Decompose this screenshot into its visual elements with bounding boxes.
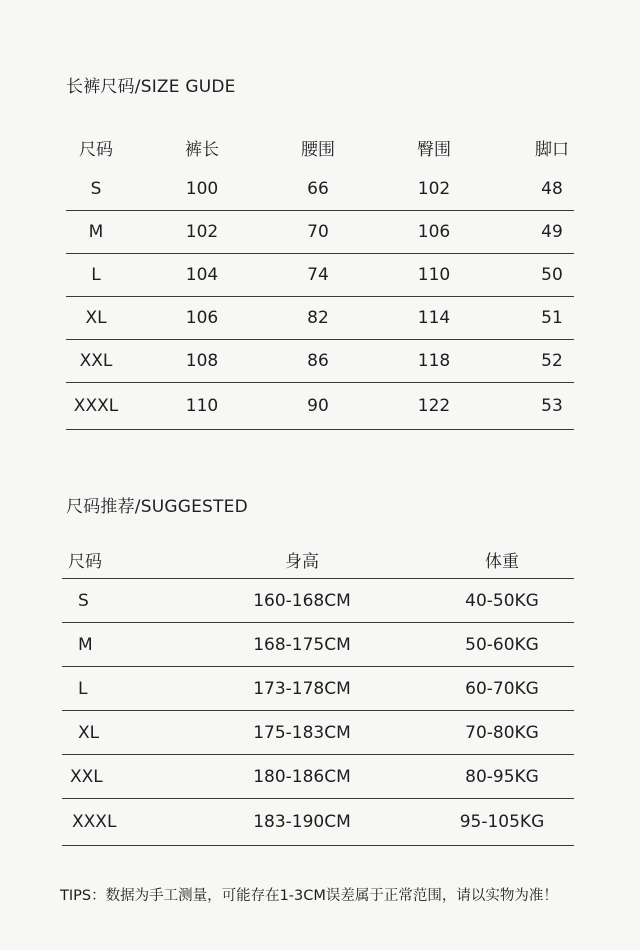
table-cell: S	[90, 179, 102, 199]
suggested-header-size: 尺码	[68, 551, 102, 572]
table-cell: 175-183CM	[253, 722, 351, 743]
table-cell: XL	[85, 308, 107, 328]
table-cell: 51	[541, 308, 563, 328]
table-row	[62, 755, 574, 799]
size-guide-header-hip: 臀围	[417, 139, 451, 160]
table-cell: 104	[185, 265, 219, 285]
table-cell: L	[91, 265, 101, 285]
table-cell: 173-178CM	[253, 678, 351, 699]
suggested-title: 尺码推荐/SUGGESTED	[66, 497, 248, 517]
table-cell: 118	[417, 351, 451, 371]
table-cell: 183-190CM	[253, 812, 351, 832]
table-cell: 90	[307, 396, 329, 416]
table-row	[62, 667, 574, 711]
table-cell: 40-50KG	[465, 590, 539, 611]
table-cell: 122	[417, 396, 451, 416]
table-row	[66, 383, 574, 430]
table-cell: XXL	[70, 766, 103, 787]
table-cell: XXXL	[72, 812, 117, 832]
suggested-table	[62, 540, 574, 846]
table-cell: 53	[541, 396, 563, 416]
size-guide-table	[66, 126, 574, 430]
table-cell: M	[88, 222, 104, 242]
table-cell: M	[78, 634, 93, 655]
table-cell: 50	[541, 265, 563, 285]
size-guide-title: 长裤尺码/SIZE GUDE	[66, 77, 236, 97]
size-guide-header-row	[66, 126, 574, 211]
table-cell: 66	[307, 179, 329, 199]
table-cell: L	[78, 678, 88, 699]
size-guide-header-length: 裤长	[185, 139, 219, 160]
table-row	[66, 297, 574, 340]
table-cell: XL	[78, 722, 100, 743]
table-cell: 180-186CM	[253, 766, 351, 787]
table-cell: 70	[307, 222, 329, 242]
table-cell: 110	[185, 396, 219, 416]
table-cell: 160-168CM	[253, 590, 351, 611]
suggested-header-row	[62, 540, 574, 579]
table-cell: 106	[185, 308, 219, 328]
table-cell: 82	[307, 308, 329, 328]
table-cell: 100	[185, 179, 219, 199]
table-cell: 168-175CM	[253, 634, 351, 655]
tips-note: TIPS：数据为手工测量，可能存在1-3CM误差属于正常范围，请以实物为准！	[60, 888, 558, 904]
table-cell: 102	[185, 222, 219, 242]
table-row	[62, 799, 574, 846]
table-row	[66, 340, 574, 383]
table-cell: 74	[307, 265, 329, 285]
table-cell: XXXL	[73, 396, 119, 416]
table-cell: 108	[185, 351, 219, 371]
table-row	[62, 711, 574, 755]
table-cell: 95-105KG	[459, 812, 545, 832]
table-cell: XXL	[79, 351, 113, 371]
table-row	[62, 579, 574, 623]
table-row	[66, 254, 574, 297]
table-cell: 80-95KG	[465, 766, 539, 787]
size-guide-header-hem: 脚口	[535, 139, 569, 160]
table-cell: 70-80KG	[465, 722, 539, 743]
table-cell: 102	[417, 179, 451, 199]
table-row	[66, 211, 574, 254]
suggested-header-weight: 体重	[485, 551, 519, 572]
size-guide-header-waist: 腰围	[301, 139, 335, 160]
table-cell: 110	[417, 265, 451, 285]
table-cell: 49	[541, 222, 563, 242]
table-cell: 106	[417, 222, 451, 242]
table-row	[62, 623, 574, 667]
table-cell: 52	[541, 351, 563, 371]
table-cell: 50-60KG	[465, 634, 539, 655]
table-cell: 60-70KG	[465, 678, 539, 699]
suggested-header-height: 身高	[285, 551, 319, 572]
table-cell: 114	[417, 308, 451, 328]
size-guide-header-size: 尺码	[79, 139, 113, 160]
table-cell: 86	[307, 351, 329, 371]
table-cell: 48	[541, 179, 563, 199]
table-cell: S	[78, 590, 89, 611]
